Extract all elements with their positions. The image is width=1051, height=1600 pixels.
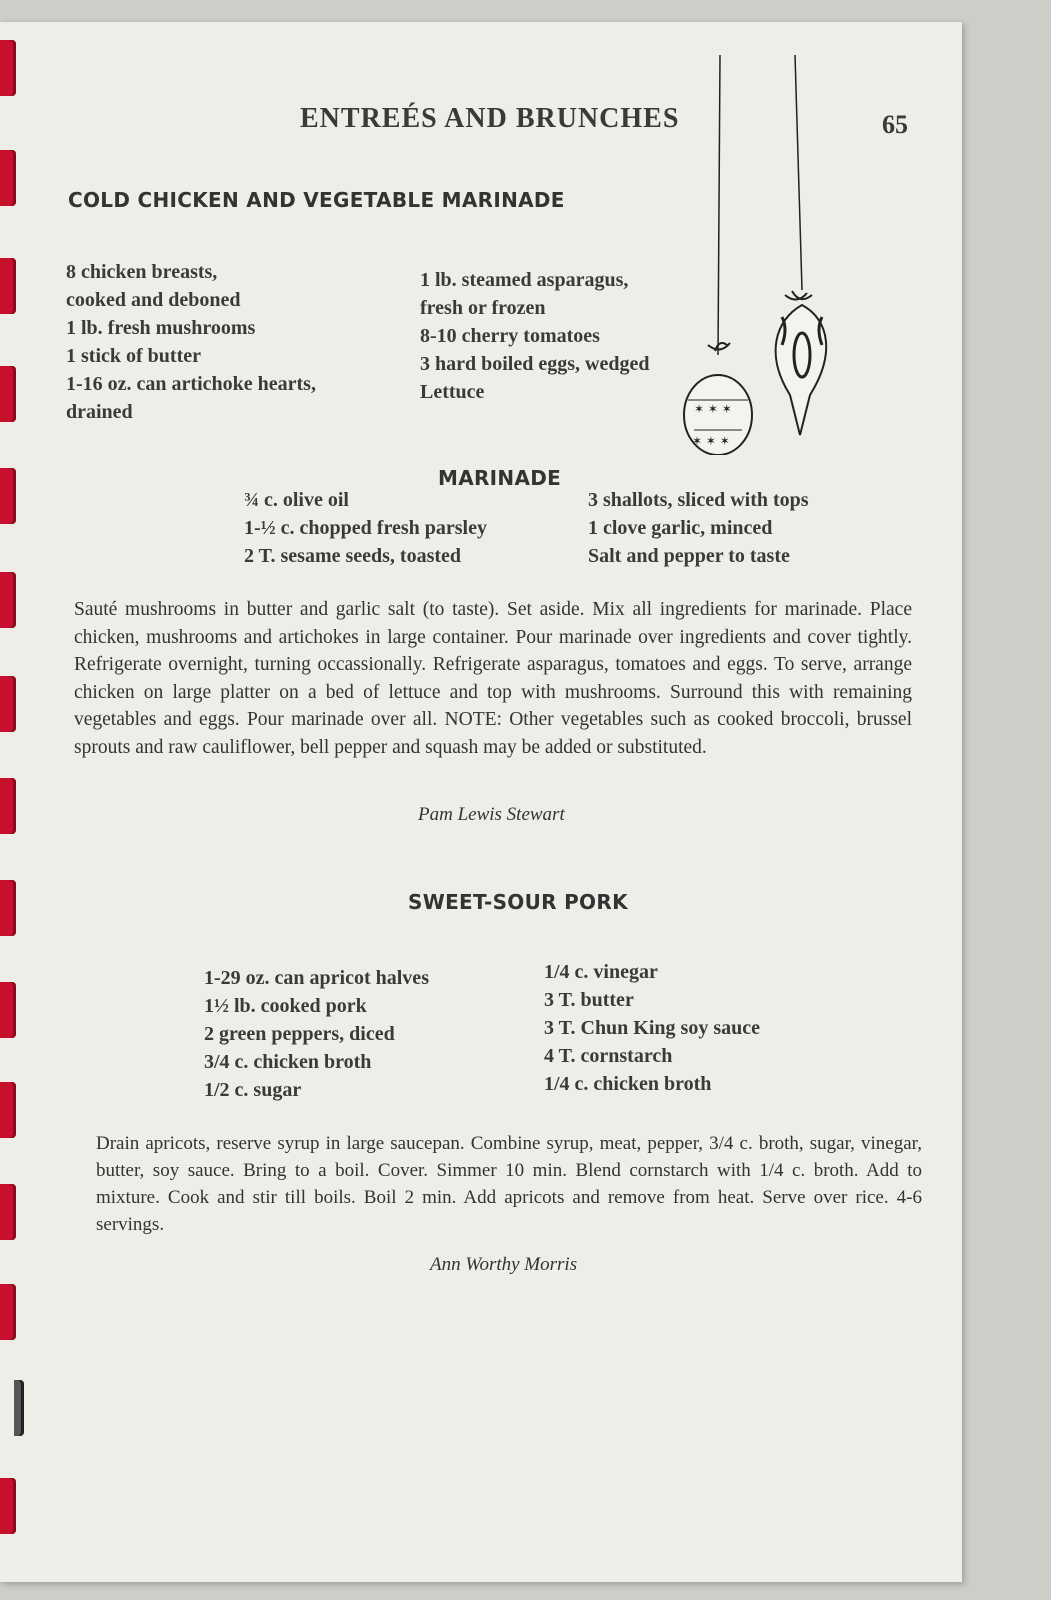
ingredient-item: fresh or frozen — [420, 297, 546, 319]
marinade-title: MARINADE — [438, 466, 562, 490]
svg-text:✶ ✶ ✶: ✶ ✶ ✶ — [692, 434, 730, 448]
binding-ring — [0, 40, 16, 96]
ingredient-item: 2 T. sesame seeds, toasted — [244, 545, 462, 567]
ingredient-item: 1 stick of butter — [66, 345, 201, 367]
ingredient-item: 1/4 c. chicken broth — [544, 1073, 712, 1095]
ingredient-item: 1-29 oz. can apricot halves — [204, 967, 429, 989]
ingredient-item: 1/4 c. vinegar — [544, 961, 658, 983]
ingredient-item: 4 T. cornstarch — [544, 1045, 673, 1067]
binding-ring — [0, 572, 16, 628]
recipe-author: Ann Worthy Morris — [430, 1254, 578, 1275]
binding-ring — [0, 366, 16, 422]
ingredient-item: 1-½ c. chopped fresh parsley — [244, 517, 487, 539]
ingredient-list-left — [66, 258, 316, 426]
ingredient-item: Salt and pepper to taste — [588, 545, 790, 567]
binding-ring — [0, 778, 16, 834]
ingredient-item: 8 chicken breasts, — [66, 261, 218, 283]
ingredient-item: 1 lb. steamed asparagus, — [420, 269, 629, 291]
binding-ring — [0, 1082, 16, 1138]
ingredient-item: 3 hard boiled eggs, wedged — [420, 353, 650, 375]
ingredient-item: 1 lb. fresh mushrooms — [66, 317, 256, 339]
recipe-author: Pam Lewis Stewart — [418, 804, 565, 825]
ingredient-item: 3 shallots, sliced with tops — [588, 489, 809, 511]
section-title: ENTREÉS AND BRUNCHES — [300, 103, 680, 134]
ingredient-item: 8-10 cherry tomatoes — [420, 325, 600, 347]
ingredient-item: 3/4 c. chicken broth — [204, 1051, 372, 1073]
ingredient-item: ¾ c. olive oil — [244, 489, 349, 511]
ingredient-item: cooked and deboned — [66, 289, 241, 311]
ingredient-item: 1½ lb. cooked pork — [204, 995, 367, 1017]
marinade-list-right — [588, 486, 809, 570]
binding-ring — [0, 258, 16, 314]
binding-ring — [0, 468, 16, 524]
recipe-title: SWEET-SOUR PORK — [408, 890, 628, 914]
ingredient-item: 1/2 c. sugar — [204, 1079, 302, 1101]
binding-ring — [0, 1478, 16, 1534]
binding-ring — [0, 150, 16, 206]
binding-ring — [14, 1380, 24, 1436]
ingredient-item: 3 T. butter — [544, 989, 634, 1011]
ingredient-item: 3 T. Chun King soy sauce — [544, 1017, 760, 1039]
ingredient-list-right — [420, 266, 649, 406]
spiral-binding — [0, 0, 30, 1600]
binding-ring — [0, 1184, 16, 1240]
ingredient-item: 1 clove garlic, minced — [588, 517, 773, 539]
recipe-directions: Drain apricots, reserve syrup in large saucepan. Combine syrup, meat, pepper, 3/4 c. broth, sugar, vinegar, butter, soy sauce. Bring to a boil. Cover. Simmer 10 min. Blend cornstarch with 1/4 c. broth. Add to mixture. Cook and stir till boils. Boil 2 min. Add apricots and remove from heat. Serve over rice. 4-6 servings. — [96, 1133, 922, 1235]
page-number: 65 — [882, 110, 908, 139]
ingredient-item: 2 green peppers, diced — [204, 1023, 395, 1045]
ingredient-item: drained — [66, 401, 133, 423]
ingredient-list-right — [544, 958, 760, 1098]
marinade-list-left — [244, 486, 487, 570]
binding-ring — [0, 880, 16, 936]
recipe-title: COLD CHICKEN AND VEGETABLE MARINADE — [68, 188, 565, 212]
binding-ring — [0, 982, 16, 1038]
recipe-directions: Sauté mushrooms in butter and garlic salt (to taste). Set aside. Mix all ingredients for marinade. Place chicken, mushrooms and artichokes in large container. Pour marinade over ingredients and cover tightly. Refrigerate overnight, turning occassionally. Refrigerate asparagus, tomatoes and eggs. To serve, arrange chicken on large platter on a bed of lettuce and top with mushrooms. Surround this with remaining vegetables and eggs. Pour marinade over all. NOTE: Other vegetables such as cooked broccoli, brussel sprouts and raw cauliflower, bell pepper and squash may be added or substituted. — [74, 599, 912, 758]
ornament-illustration — [680, 55, 860, 455]
binding-ring — [0, 1284, 16, 1340]
ingredient-item: Lettuce — [420, 381, 485, 403]
ingredient-list-left — [204, 964, 429, 1104]
ingredient-item: 1-16 oz. can artichoke hearts, — [66, 373, 316, 395]
binding-ring — [0, 676, 16, 732]
svg-text:✶ ✶ ✶: ✶ ✶ ✶ — [694, 402, 732, 416]
